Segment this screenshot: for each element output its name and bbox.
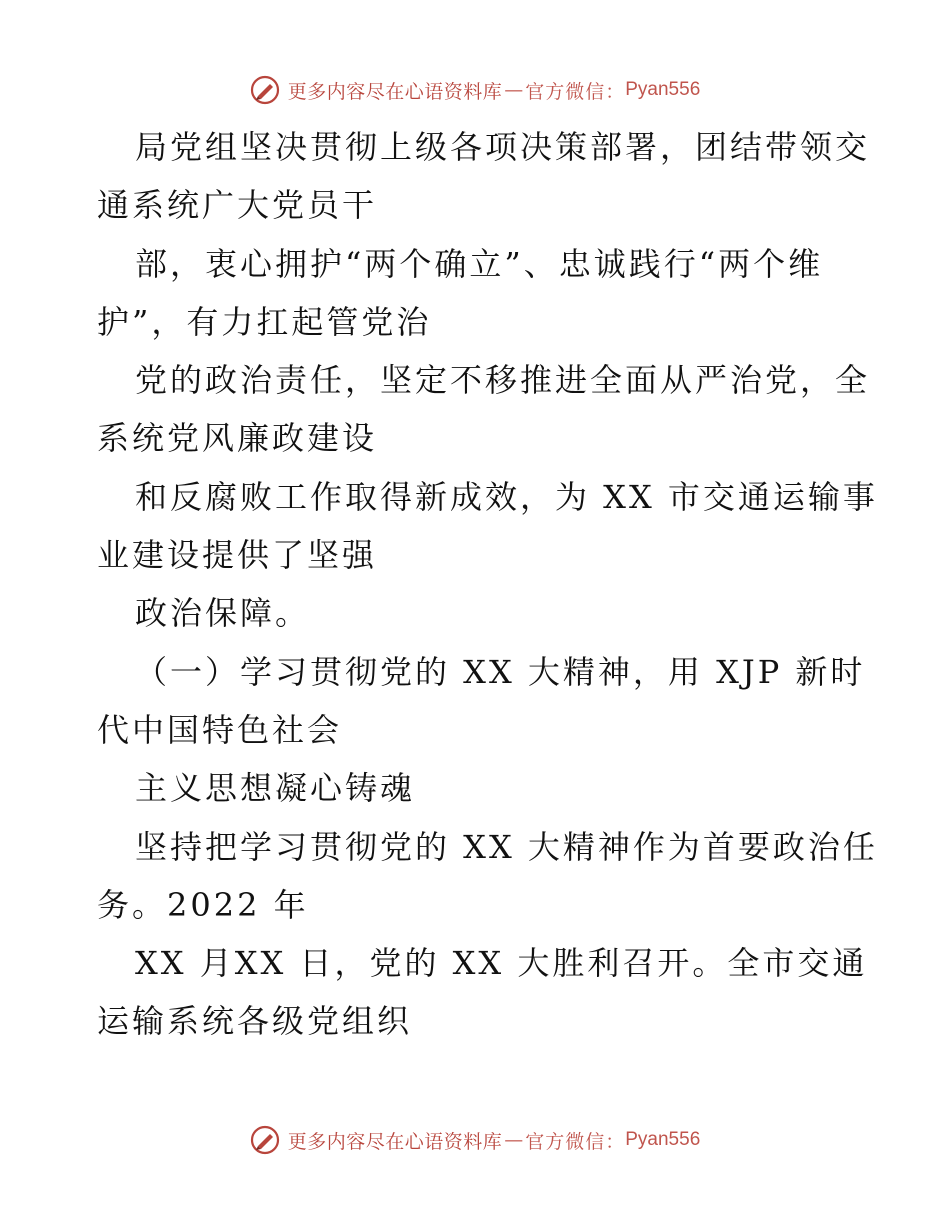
pen-logo-icon (250, 75, 280, 105)
body-line: 通系统广大党员干 (97, 186, 378, 225)
body-line: 护”，有力扛起管党治 (97, 302, 432, 341)
watermark-separator: — (504, 1129, 524, 1151)
watermark-wechat-label: 官方微信： (525, 1130, 626, 1153)
body-line: 系统党风廉政建设 (97, 419, 378, 458)
body-line: 部，衷心拥护“两个确立”、忠诚践行“两个维 (135, 244, 824, 283)
body-line: 运输系统各级党组织 (97, 1002, 413, 1041)
watermark-wechat-id: Pyan556 (625, 79, 701, 100)
body-line: 党的政治责任，坚定不移推进全面从严治党，全 (135, 361, 871, 400)
body-line: 政治保障。 (135, 594, 311, 633)
watermark-footer (0, 1122, 950, 1158)
body-line: XX 月XX 日，党的 XX 大胜利召开。全市交通 (135, 944, 868, 983)
watermark-wechat-label: 官方微信： (525, 80, 626, 103)
watermark-wechat-id: Pyan556 (625, 1129, 701, 1150)
watermark-site-text: 更多内容尽在心语资料库 (287, 1130, 503, 1153)
body-line: 和反腐败工作取得新成效，为 XX 市交通运输事 (135, 477, 878, 516)
section-heading-line: 主义思想凝心铸魂 (135, 769, 416, 808)
section-heading-line: 代中国特色社会 (97, 710, 343, 749)
watermark-site-text: 更多内容尽在心语资料库 (287, 80, 503, 103)
body-line: 局党组坚决贯彻上级各项决策部署，团结带领交 (135, 128, 871, 166)
watermark-header (0, 72, 950, 108)
body-line: 务。2022 年 (97, 885, 309, 924)
watermark-separator: — (504, 79, 524, 101)
section-heading-line: （一）学习贯彻党的 XX 大精神，用 XJP 新时 (135, 652, 866, 691)
body-line: 业建设提供了坚强 (97, 536, 378, 575)
body-line: 坚持把学习贯彻党的 XX 大精神作为首要政治任 (135, 827, 878, 866)
document-body (97, 118, 878, 1051)
pen-logo-icon (250, 1125, 280, 1155)
